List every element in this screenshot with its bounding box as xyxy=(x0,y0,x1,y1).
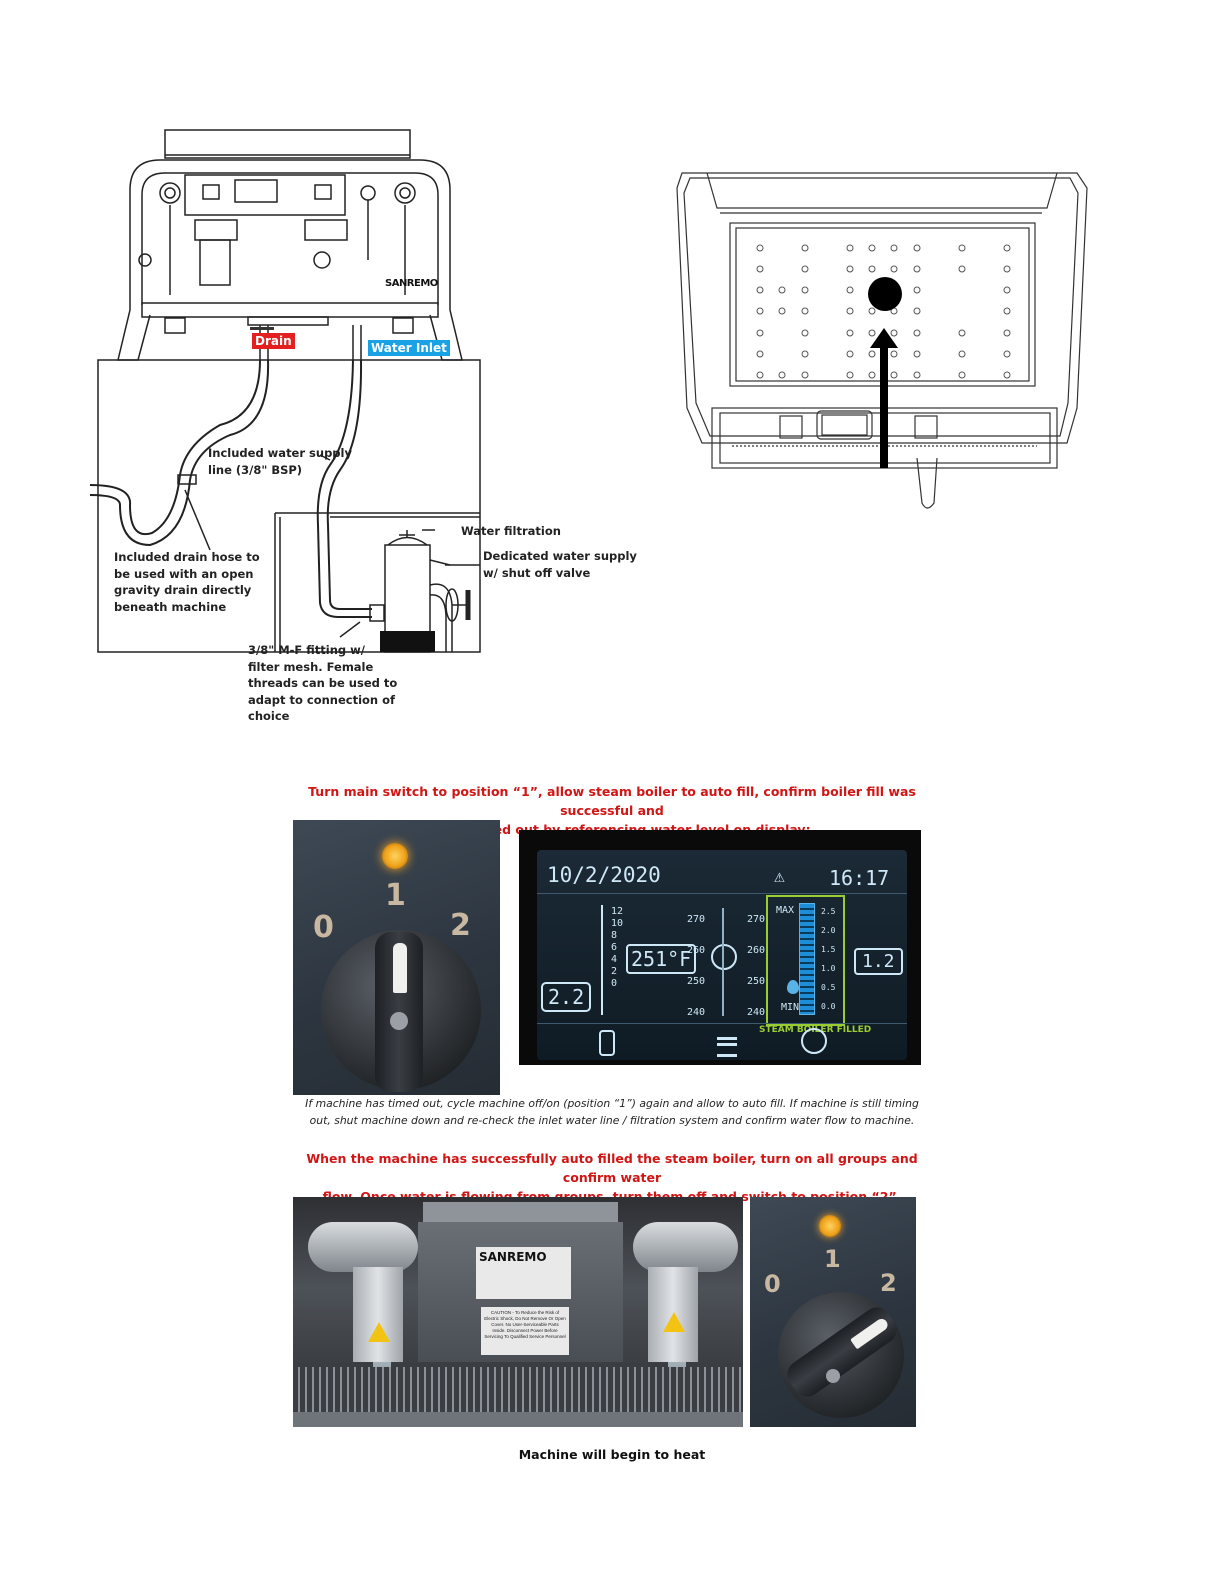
knob-pointer xyxy=(393,943,407,993)
plate-brand: SANREMO xyxy=(479,1250,547,1264)
step2-heading: When the machine has successfully auto filled the steam boiler, turn on all groups and confirm water xyxy=(306,1151,918,1185)
display-date: 10/2/2020 xyxy=(547,863,661,887)
warning-icon: ⚠ xyxy=(774,866,785,887)
mid-scale-left: 270 260 250 240 xyxy=(687,914,706,1018)
indicator-lamp xyxy=(819,1215,841,1237)
group-icon[interactable] xyxy=(599,1030,615,1056)
fitting-label: 3/8" M-F fitting w/ filter mesh. Female threads can be used to adapt to connection of choice xyxy=(248,643,398,723)
water-drop-icon xyxy=(787,980,799,994)
indicator-lamp xyxy=(382,843,408,869)
control-display xyxy=(519,830,921,1065)
knob-screw xyxy=(390,1012,408,1030)
switch-pos-1: 1 xyxy=(385,878,406,913)
menu-icon[interactable] xyxy=(717,1037,737,1057)
level-max: MAX xyxy=(776,905,795,916)
mid-scale-right: 270 260 250 240 xyxy=(747,914,766,1018)
right-scale: 2.5 2.0 1.5 1.0 0.5 0.0 xyxy=(821,907,836,1011)
boiler-status: STEAM BOILER FILLED xyxy=(759,1025,872,1035)
supply-line-label: Included water supply line (3/8" BSP) xyxy=(208,446,352,477)
drain-tag: Drain xyxy=(252,333,295,349)
footer-note: Machine will begin to heat xyxy=(518,1447,706,1462)
timeout-note: If machine has timed out, cycle machine off/on (position “1”) again and allow to auto fill. If machine is still timing out, shut machine down and re-check the inlet water line / filtration system and confirm water flow to machine. xyxy=(305,1097,919,1127)
main-switch-photo xyxy=(293,820,500,1095)
drain-hose-label: Included drain hose to be used with an open gravity drain directly beneath machine xyxy=(114,550,260,614)
groups-photo xyxy=(293,1197,743,1427)
switch-pos-1: 1 xyxy=(824,1245,841,1273)
left-pressure: 2.2 xyxy=(541,982,591,1012)
water-level-bar xyxy=(799,903,815,1015)
switch-pos-2: 2 xyxy=(450,908,471,943)
hot-warning-icon xyxy=(368,1322,390,1342)
switch-pos-2: 2 xyxy=(880,1269,897,1297)
brand-plate: SANREMO xyxy=(385,278,438,289)
crosshair-icon xyxy=(711,944,737,970)
drip-tray-diagram xyxy=(672,168,1092,518)
left-scale: 12 10 8 6 4 2 0 xyxy=(611,906,624,989)
switch-pos-0: 0 xyxy=(313,910,334,945)
level-min: MIN xyxy=(781,1002,800,1013)
display-time: 16:17 xyxy=(829,866,890,890)
steam-icon[interactable] xyxy=(801,1028,827,1054)
switch-pos2-photo xyxy=(750,1197,916,1427)
filtration-label: Water filtration xyxy=(461,524,561,538)
caution-label: CAUTION - To Reduce the Risk of Electric Shock, Do Not Remove Or Open Cover. No User-Serviceable Parts Inside. Disconnect Power Before Servicing To Qualified Service Personnel xyxy=(484,1310,566,1339)
dedicated-supply-label: Dedicated water supply w/ shut off valve xyxy=(483,549,637,580)
switch-pos-0: 0 xyxy=(764,1270,781,1298)
step1-heading: Turn main switch to position “1”, allow steam boiler to auto fill, confirm boiler fill was successful and xyxy=(308,784,916,818)
water-inlet-tag: Water Inlet xyxy=(368,340,450,356)
right-pressure: 1.2 xyxy=(854,948,903,975)
temp-readout: 251°F xyxy=(626,944,696,974)
knob-screw xyxy=(826,1369,840,1383)
hot-warning-icon-2 xyxy=(663,1312,685,1332)
